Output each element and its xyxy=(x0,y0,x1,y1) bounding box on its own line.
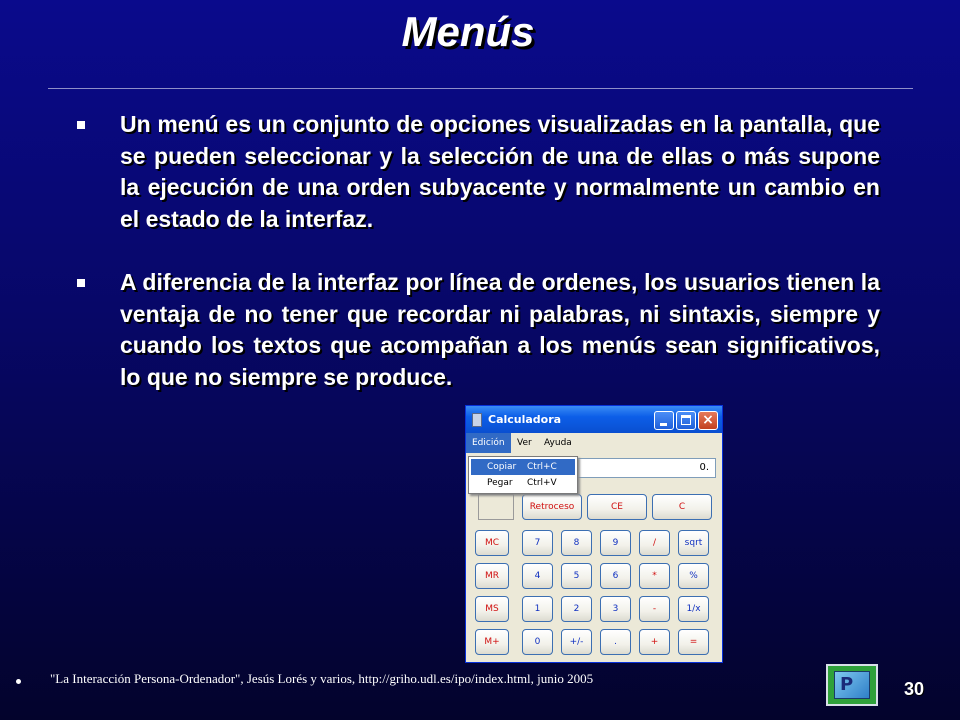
title-divider xyxy=(48,88,913,89)
bullet-square-icon xyxy=(77,121,85,129)
key-percent[interactable]: % xyxy=(678,563,709,589)
logo-mark: P xyxy=(840,674,854,695)
key-6[interactable]: 6 xyxy=(600,563,631,589)
bullet-paragraph: Un menú es un conjunto de opciones visualizadas en la pantalla, que se pueden seleccionar y la selección de una de ellas o más supone la ejecución de una orden subyacente y normalmente un cambio en el estado de la interfaz. xyxy=(120,111,880,232)
close-button[interactable] xyxy=(698,411,718,430)
key-reciprocal[interactable]: 1/x xyxy=(678,596,709,622)
calculator-titlebar[interactable] xyxy=(466,406,722,433)
bullet-paragraph: A diferencia de la interfaz por línea de ordenes, los usuarios tienen la ventaja de no tener que recordar ni palabras, ni sintaxis, siempre y cuando los textos que acompañan a los menús sean significativos, lo que no siempre se produce. xyxy=(120,269,880,390)
menu-item-label: Pegar xyxy=(487,478,513,488)
key-sqrt[interactable]: sqrt xyxy=(678,530,709,556)
key-add[interactable]: + xyxy=(639,629,670,655)
slide-title: Menús xyxy=(401,8,535,55)
calculator-app-icon xyxy=(472,413,482,427)
clear-button[interactable]: C xyxy=(652,494,712,520)
calculator-window xyxy=(465,405,723,663)
menu-item-copiar[interactable] xyxy=(471,459,575,475)
page-number: 30 xyxy=(904,679,925,699)
footer-bullet-icon xyxy=(16,679,21,684)
menu-item-label: Copiar xyxy=(487,462,517,472)
menu-ayuda[interactable]: Ayuda xyxy=(544,438,572,448)
bullet-square-icon xyxy=(77,279,85,287)
memory-recall-button[interactable]: MR xyxy=(475,563,509,589)
key-7[interactable]: 7 xyxy=(522,530,553,556)
key-5[interactable]: 5 xyxy=(561,563,592,589)
key-decimal[interactable]: . xyxy=(600,629,631,655)
key-divide[interactable]: / xyxy=(639,530,670,556)
memory-store-button[interactable]: MS xyxy=(475,596,509,622)
menu-edicion[interactable]: Edición xyxy=(466,433,511,453)
key-equals[interactable]: = xyxy=(678,629,709,655)
minimize-button[interactable] xyxy=(654,411,674,430)
minimize-icon xyxy=(660,423,667,426)
footer-citation: "La Interacción Persona-Ordenador", Jesús Lorés y varios, http://griho.udl.es/ipo/index.html, junio 2005 xyxy=(50,671,594,686)
key-subtract[interactable]: - xyxy=(639,596,670,622)
clear-entry-button[interactable]: CE xyxy=(587,494,647,520)
memory-clear-button[interactable]: MC xyxy=(475,530,509,556)
menu-item-pegar[interactable] xyxy=(471,475,575,491)
key-0[interactable]: 0 xyxy=(522,629,553,655)
key-3[interactable]: 3 xyxy=(600,596,631,622)
maximize-button[interactable] xyxy=(676,411,696,430)
maximize-icon xyxy=(681,415,691,425)
memory-add-button[interactable]: M+ xyxy=(475,629,509,655)
calculator-display: 0. xyxy=(576,458,716,478)
menu-item-shortcut: Ctrl+C xyxy=(527,462,557,472)
menu-ver[interactable]: Ver xyxy=(517,438,532,448)
key-1[interactable]: 1 xyxy=(522,596,553,622)
key-4[interactable]: 4 xyxy=(522,563,553,589)
calculator-title: Calculadora xyxy=(488,413,562,426)
menu-item-shortcut: Ctrl+V xyxy=(527,478,557,488)
key-sign[interactable]: +/- xyxy=(561,629,592,655)
calculator-menubar xyxy=(466,433,722,453)
key-8[interactable]: 8 xyxy=(561,530,592,556)
key-2[interactable]: 2 xyxy=(561,596,592,622)
close-icon: × xyxy=(702,412,714,428)
edit-dropdown-menu xyxy=(468,456,578,494)
backspace-button[interactable]: Retroceso xyxy=(522,494,582,520)
key-9[interactable]: 9 xyxy=(600,530,631,556)
navigation-logo[interactable] xyxy=(826,664,878,706)
key-multiply[interactable]: * xyxy=(639,563,670,589)
memory-indicator xyxy=(478,494,514,520)
